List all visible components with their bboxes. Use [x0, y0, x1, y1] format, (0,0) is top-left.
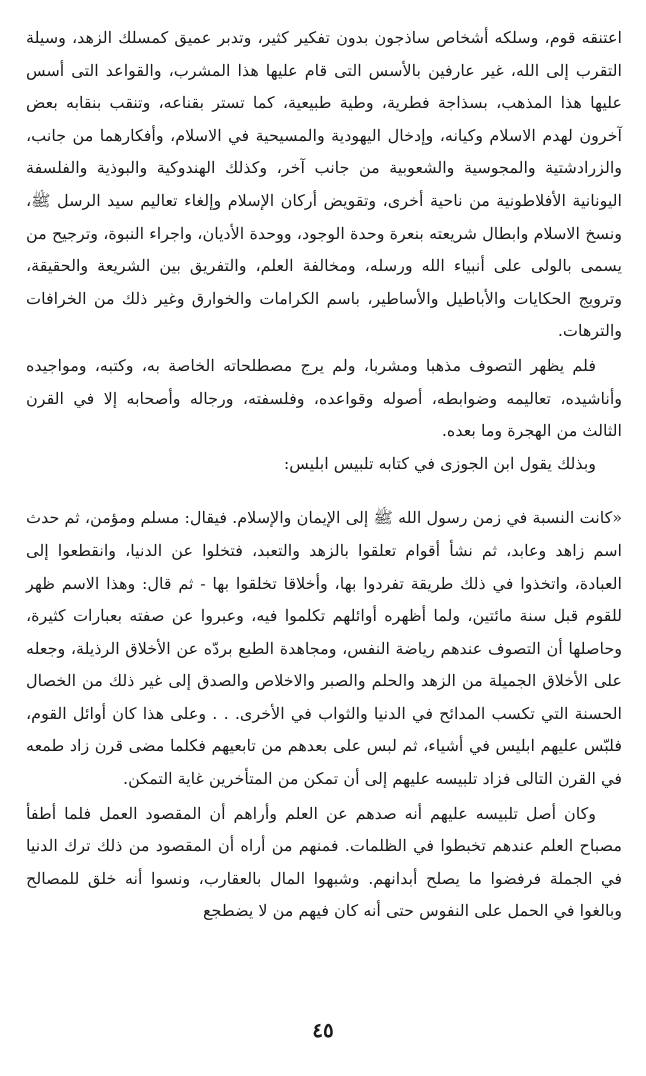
page-body [26, 22, 622, 928]
page-number: ٤٥ [312, 1018, 334, 1042]
quotation-block: «كانت النسبة في زمن رسول الله ﷺ إلى الإيمان والإسلام. فيقال: مسلم ومؤمن، ثم حدث اسم زاهد وعابد، ثم نشأ أقوام تعلقوا بالزهد والتعبد، فتخلوا عن الدنيا، وانقطعوا إلى العبادة، واتخذوا في ذلك طريقة تفردوا بها، وأخلاقا تخلقوا بها - ثم قال: وهذا الاسم ظهر للقوم قبل سنة مائتين، ولما أظهره أوائلهم تكلموا فيه، وعبروا عن صفته بعبارات كثيرة، وحاصلها أن التصوف عندهم رياضة النفس، ومجاهدة الطبع بردّه عن الأخلاق الرذيلة، وجعله على الأخلاق الجميلة من الزهد والحلم والصبر والاخلاص والصدق إلى غير ذلك من الخصال الحسنة التي تكسب المدائح في الدنيا والثواب في الأخرى. . . وعلى هذا كان أوائل القوم، فلبّس عليهم ابليس في أشياء، ثم لبس على بعدهم من تابعيهم فكلما مضى قرن زاد طمعه في القرن التالى فزاد تلبيسه عليهم إلى أن تمكن من المتأخرين غاية التمكن. [26, 508, 623, 789]
paragraph-emergence: فلم يظهر التصوف مذهبا ومشربا، ولم يرج مصطلحاته الخاصة به، وكتبه، ومواجيده وأناشيده، تعاليمه وضوابطه، أصوله وقواعده، وفلسفته، ورجاله وأصحابه إلا في القرن الثالث من الهجرة وما بعده. [26, 355, 623, 441]
paragraph-intro: اعتنقه قوم، وسلكه أشخاص ساذجون بدون تفكير كثير، وتدبر عميق كمسلك الزهد، وسيلة التقرب إلى الله، غير عارفين بالأسس التى قام عليها هذا المشرب، والقواعد التى أسس عليها هذا المذهب، بسذاجة فطرية، وطية طبيعية، كما تستر بقناعه، وتنقب بنقابه بعض آخرون لهدم الاسلام وكيانه، وإدخال اليهودية والمسيحية في الاسلام، وأفكارهما من جانب، والزرادشتية والمجوسية والشعوبية من جانب آخر، وكذلك الهندوكية والبوذية والفلسفة اليونانية الأفلاطونية من ناحية أخرى، وتقويض أركان الإسلام وإلغاء تعاليم سيد الرسل ﷺ، ونسخ الاسلام وابطال شريعته بنعرة وحدة الوجود، ووحدة الأديان، واجراء النبوة، وترجيح من يسمى بالولى على أنبياء الله ورسله، ومخالفة العلم، والتفريق بين الشريعة والحقيقة، وترويج الحكايات والأباطيل والأساطير، باسم الكرامات والخوارق وغير ذلك من الخرافات والترهات. [26, 28, 622, 341]
spacer [26, 480, 622, 502]
paragraph-ibn-jawzi-intro: وبذلك يقول ابن الجوزى في كتابه تلبيس ابليس: [283, 453, 596, 473]
paragraph-deception: وكان أصل تلبيسه عليهم أنه صدهم عن العلم وأراهم أن المقصود العمل فلما أطفأ مصباح العلم عندهم تخبطوا في الظلمات. فمنهم من أراه أن المقصود من ذلك ترك الدنيا في الجملة فرفضوا ما يصلح أبدانهم. وشبهوا المال بالعقارب، ونسوا أنه خلق للمصالح وبالغوا في الحمل على النفوس حتى أنه كان فيهم من لا يضطجع [26, 803, 622, 921]
